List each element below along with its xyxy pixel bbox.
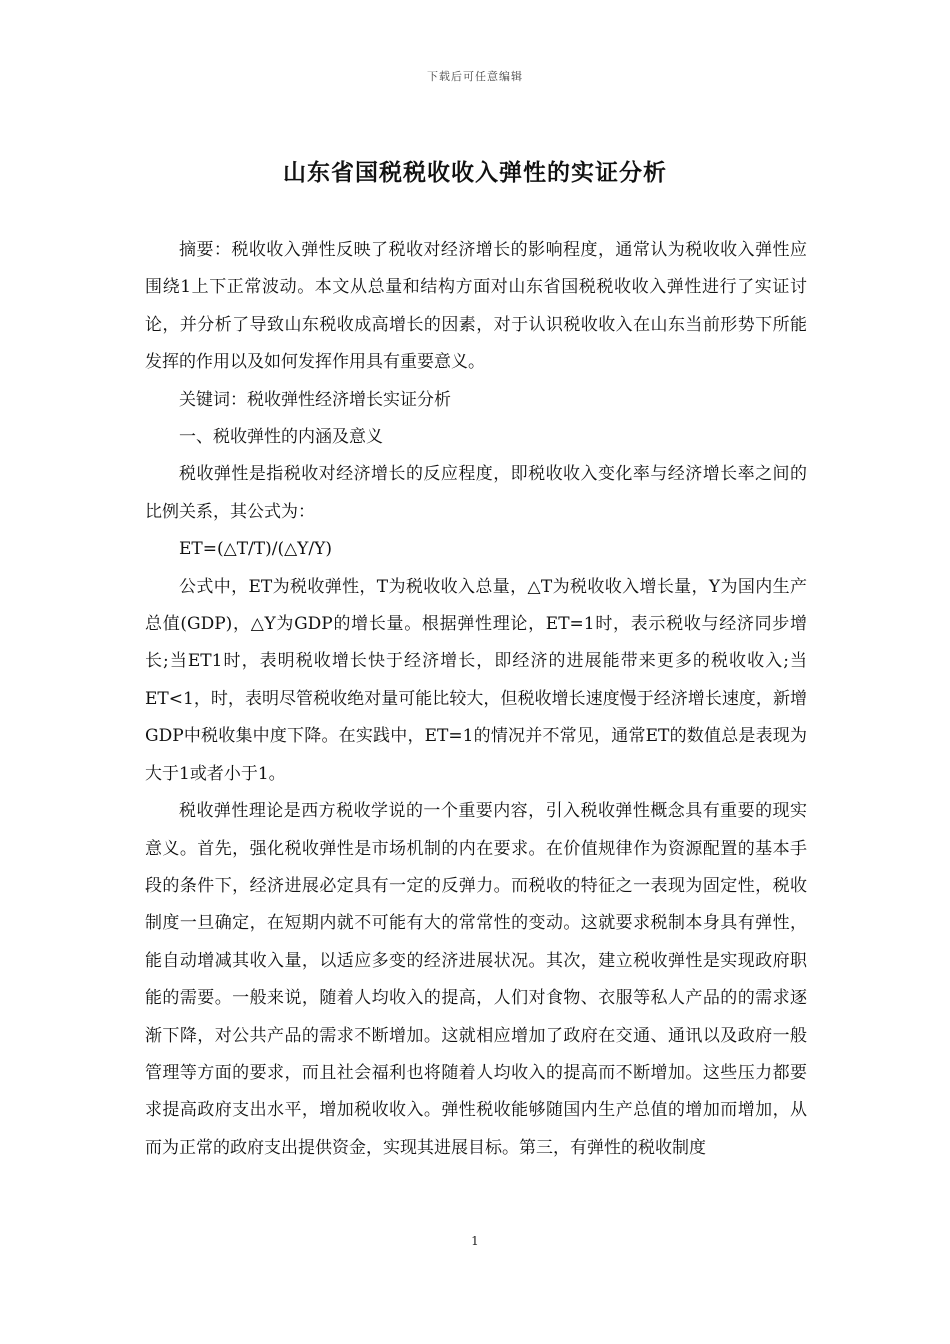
body-paragraph: 税收弹性是指税收对经济增长的反应程度，即税收收入变化率与经济增长率之间的比例关系，其公式为： <box>145 464 807 522</box>
page-number: 1 <box>471 1234 479 1248</box>
body-paragraph: 公式中，ET为税收弹性，T为税收收入总量，△T为税收收入增长量，Y为国内生产总值(GDP)，△Y为GDP的增长量。根据弹性理论，ET=1时，表示税收与经济同步增长;当ET1时，表明税收增长快于经济增长，即经济的进展能带来更多的税收收入;当ET<1，时，表明尽管税收绝对量可能比较大，但税收增长速度慢于经济增长速度，新增GDP中税收集中度下降。在实践中，ET=1的情况并不常见，通常ET的数值总是表现为大于1或者小于1。 <box>145 576 807 784</box>
keywords-paragraph: 关键词：税收弹性经济增长实证分析 <box>179 389 451 410</box>
abstract-paragraph: 摘要：税收收入弹性反映了税收对经济增长的影响程度，通常认为税收收入弹性应围绕1上下正常波动。本文从总量和结构方面对山东省国税税收收入弹性进行了实证讨论，并分析了导致山东税收成高增长的因素，对于认识税收收入在山东当前形势下所能发挥的作用以及如何发挥作用具有重要意义。 <box>145 240 807 373</box>
formula-line: ET=(△T/T)/(△Y/Y) <box>179 539 332 560</box>
page-header: 下载后可任意编辑 <box>427 70 523 83</box>
section-heading: 一、税收弹性的内涵及意义 <box>179 427 383 448</box>
document-body <box>145 232 807 1167</box>
document-title: 山东省国税税收收入弹性的实证分析 <box>283 160 667 186</box>
body-paragraph: 税收弹性理论是西方税收学说的一个重要内容，引入税收弹性概念具有重要的现实意义。首先，强化税收弹性是市场机制的内在要求。在价值规律作为资源配置的基本手段的条件下，经济进展必定具有一定的反弹力。而税收的特征之一表现为固定性，税收制度一旦确定，在短期内就不可能有大的常常性的变动。这就要求税制本身具有弹性，能自动增减其收入量，以适应多变的经济进展状况。其次，建立税收弹性是实现政府职能的需要。一般来说，随着人均收入的提高，人们对食物、衣服等私人产品的的需求逐渐下降，对公共产品的需求不断增加。这就相应增加了政府在交通、通讯以及政府一般管理等方面的要求，而且社会福利也将随着人均收入的提高而不断增加。这些压力都要求提高政府支出水平，增加税收收入。弹性税收能够随国内生产总值的增加而增加，从而为正常的政府支出提供资金，实现其进展目标。第三，有弹性的税收制度 <box>145 801 807 1158</box>
